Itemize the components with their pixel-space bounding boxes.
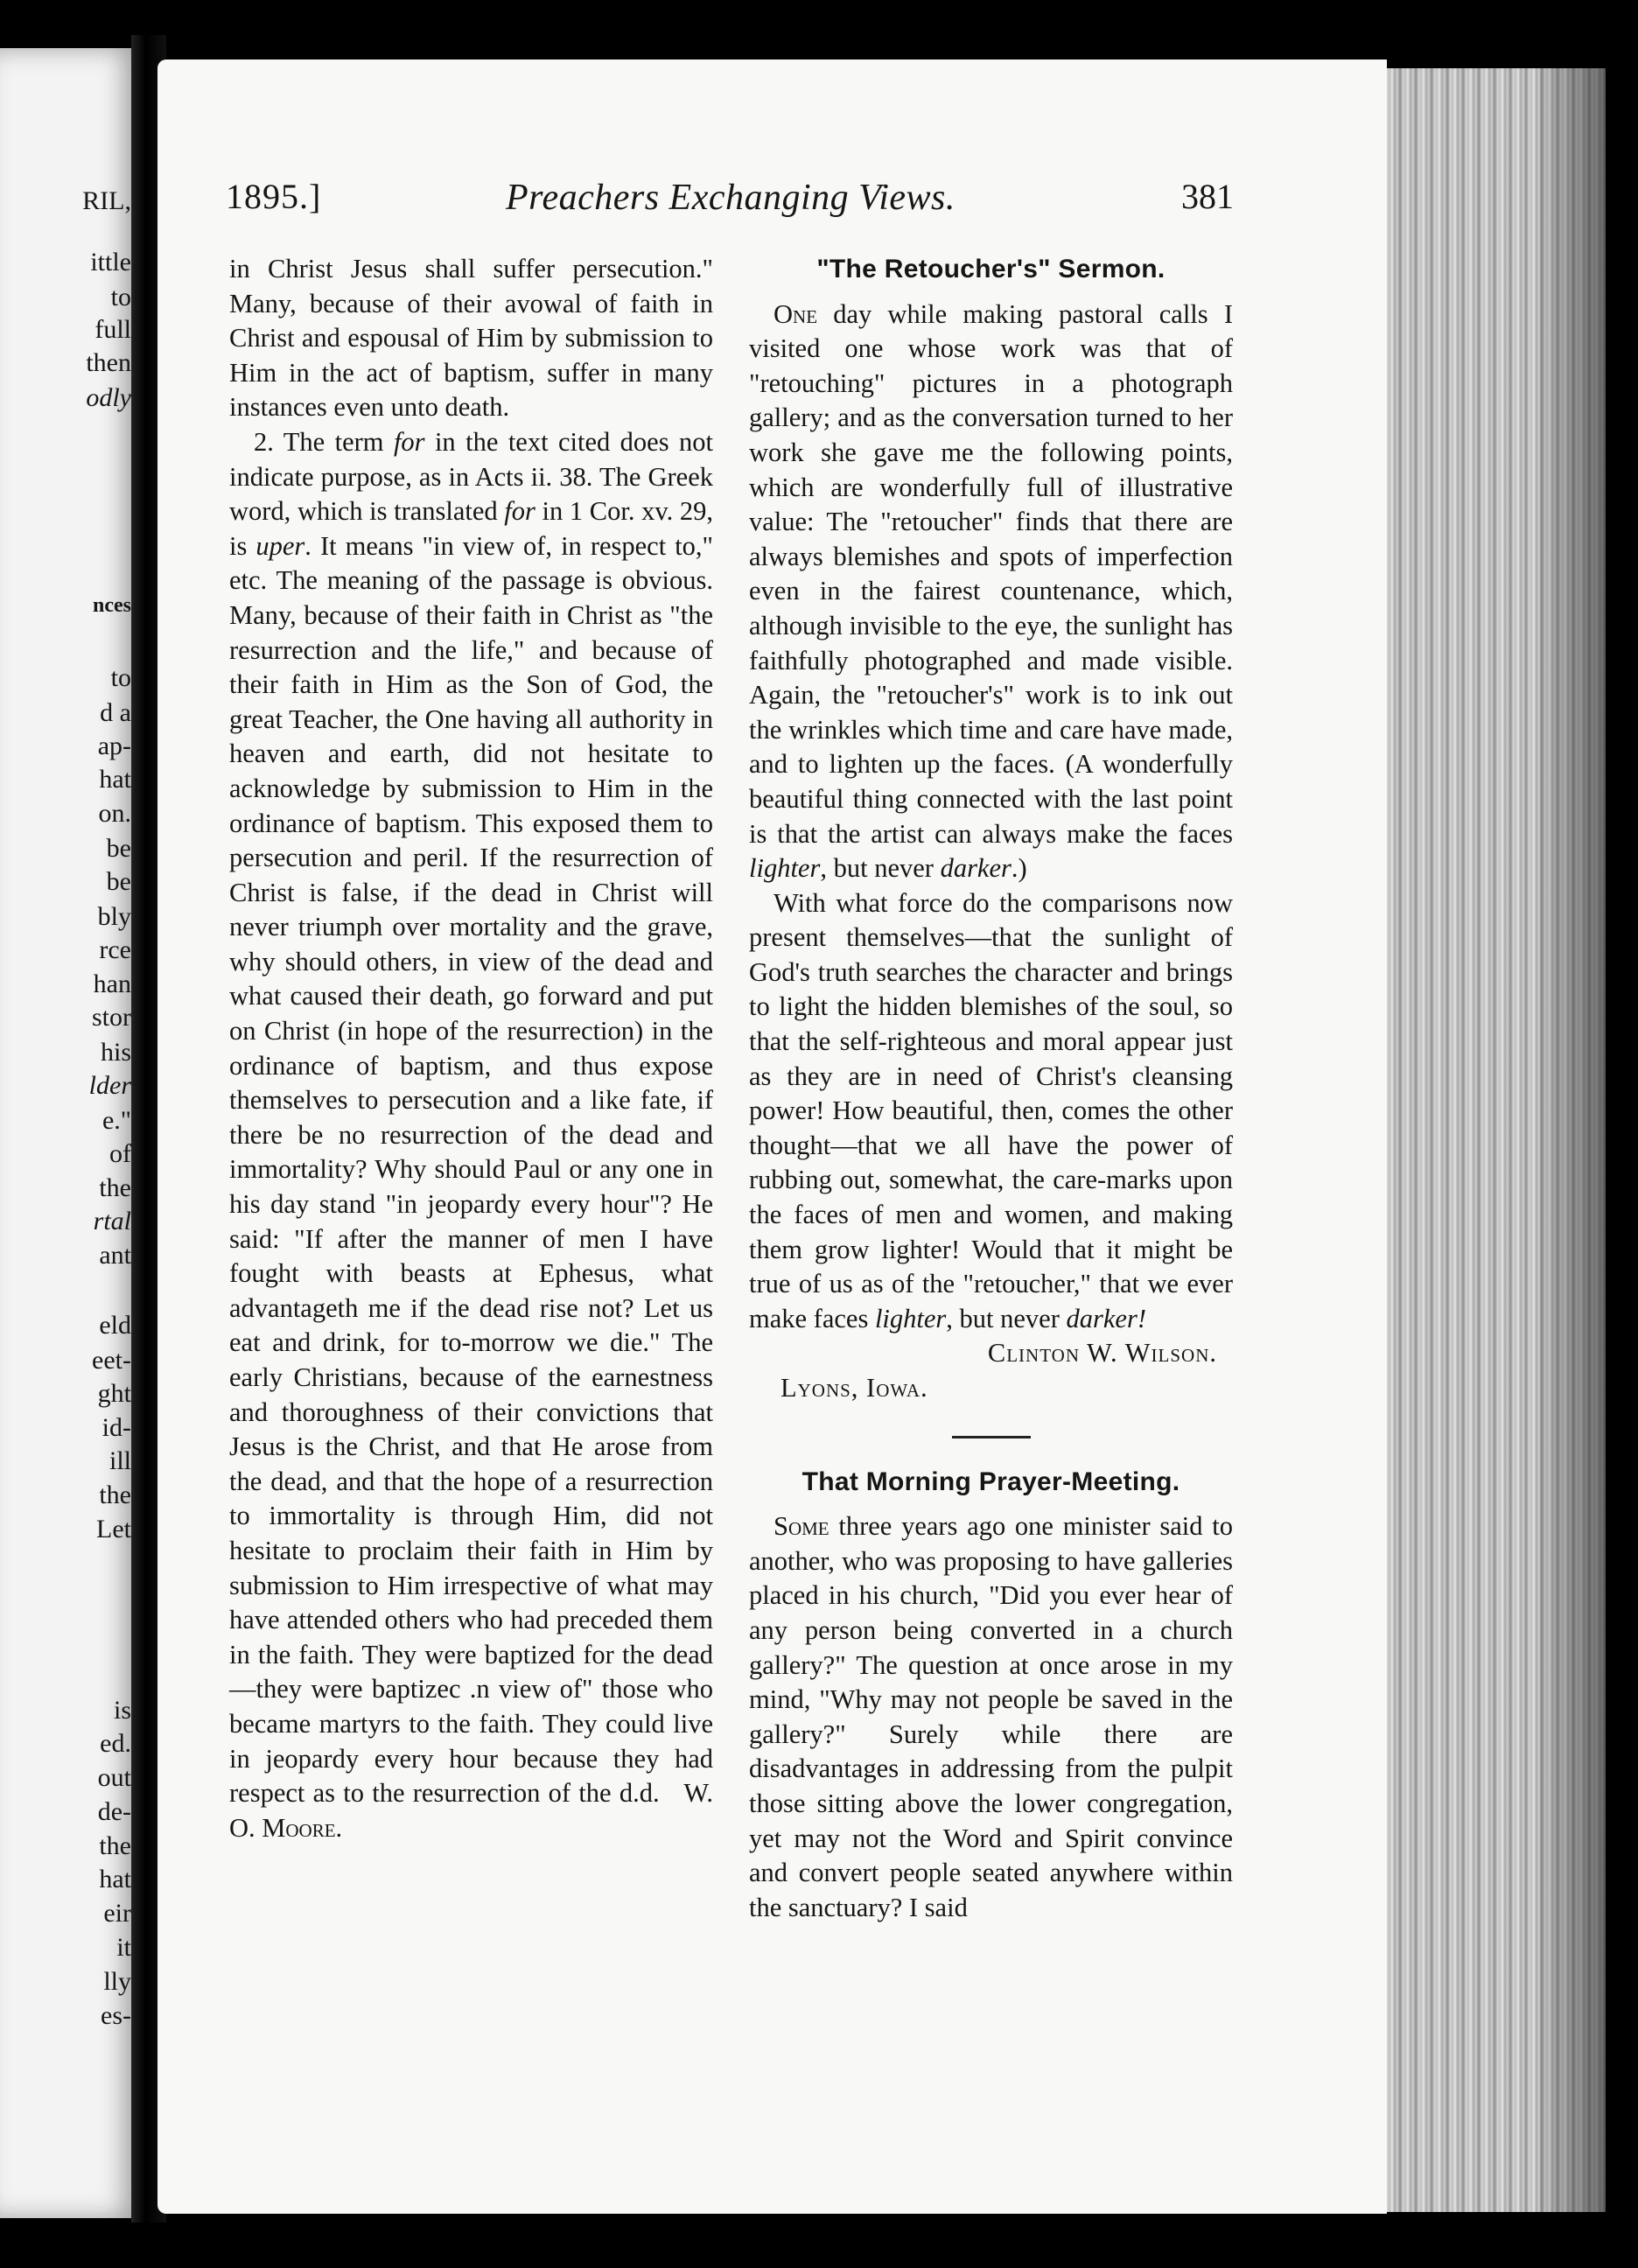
facing-page-fragment: his bbox=[100, 1038, 131, 1067]
facing-page-fragment: on. bbox=[98, 799, 131, 828]
facing-page-fragment: then bbox=[86, 348, 131, 377]
facing-page-fragment: be bbox=[106, 834, 131, 863]
facing-page-fragment: lder bbox=[88, 1071, 131, 1100]
facing-page-fragment: eet- bbox=[92, 1346, 131, 1375]
facing-page-fragment: bly bbox=[97, 902, 131, 931]
facing-page bbox=[0, 48, 140, 2218]
facing-page-fragment: hat bbox=[99, 765, 131, 794]
page-edges-shade bbox=[1540, 68, 1606, 2212]
facing-page-fragment: hat bbox=[99, 1865, 131, 1894]
paragraph: in Christ Jesus shall suffer persecution." Many, because of their avowal of faith in Christ and espousal of Him by submission to Him in the act of baptism, suffer in many instances even unto death. bbox=[229, 254, 713, 423]
section-divider bbox=[952, 1436, 1031, 1438]
facing-page-fragment: ant bbox=[99, 1241, 131, 1270]
facing-page-fragment: rtal bbox=[93, 1207, 131, 1236]
facing-page-fragment: d a bbox=[100, 698, 131, 727]
facing-page-fragment: ght bbox=[97, 1379, 131, 1408]
facing-page-fragment: of bbox=[109, 1139, 131, 1168]
facing-page-fragment: han bbox=[93, 970, 131, 998]
paragraph: With what force do the comparisons now present themselves—that the sunlight of God's truth searches the character and brings to light the hidden blemishes of the soul, so that the self-righteous and moral appear just as they are in need of Christ's cleansing power! How beautiful, then, comes the other thought—that we all have the power of rubbing out, somewhat, the care-marks upon the faces of men and women, and making them grow lighter! Would that it might be true of us as of the "retoucher," that we ever make faces lighter, but never darker! bbox=[749, 887, 1233, 1334]
author-signature: Clinton W. Wilson. bbox=[987, 1338, 1217, 1368]
facing-page-fragment: full bbox=[94, 315, 131, 344]
facing-page-fragment: RIL, bbox=[82, 186, 131, 215]
section-title: That Morning Prayer-Meeting. bbox=[802, 1466, 1180, 1496]
facing-page-fragment: eld bbox=[99, 1311, 131, 1340]
paragraph: 2. The term for in the text cited does not indicate purpose, as in Acts ii. 38. The Greek word, which is translated for in 1 Cor. xv. 29, is uper. It means "in view of, in respect to," etc. The meaning of the passage is obvious. Many, because of their faith in Christ as "the resurrection and the life," and because of their faith in Him as the Son of God, the great Teacher, the One having all authority in heaven and earth, did not hesitate to acknowledge by submission to Him in the ordinance of baptism. This exposed them to persecution and peril. If the resurrection of Christ is false, if the dead in Christ will never triumph over mortality and the grave, why should others, in view of the dead and what caused their death, go forward and put on Christ (in hope of the resurrection) in the ordinance of baptism, and thus expose themselves to persecution and a like fate, if there be no resurrection of the dead and immortality? Why should Paul or any one in his day stand "in jeopardy every hour"? He said: "If after the manner of men I have fought with beasts at Ephesus, what advantageth me if the dead rise not? Let us eat and drink, for to-morrow we die." The early Christians, because of the earnestness and thoroughness of their convictions that Jesus is the Christ, and that He arose from the dead, and that the hope of a resurrection to immortality is through Him, did not hesitate to proclaim their faith in Him by submission to Him irrespective of what may have attended others who had preceded them in the faith. They were baptized for the dead—they were baptizec .n view of" those who became martyrs to the faith. They could live in jeopardy every hour because they had respect as to the resurrection of the d.d. W. O. Moore. bbox=[229, 426, 714, 1843]
facing-page-fragment: de- bbox=[97, 1797, 131, 1826]
paragraph: One day while making pastoral calls I visited one whose work was that of "retouching" pictures in a photograph gallery; and as the conversation turned to her work she gave me the following points, which are wonderfully full of illustrative value: The "retoucher" finds that there are always blemishes and spots of imperfection even in the fairest countenance, which, although invisible to the eye, the sunlight has faithfully photographed and made visible. Again, the "retoucher's" work is to ink out the wrinkles which time and care have made, and to lighten up the faces. (A wonderfully beautiful thing connected with the last point is that the artist can always make the faces lighter, but never darker.) bbox=[749, 298, 1233, 884]
facing-page-fragment: to bbox=[110, 663, 131, 692]
section-title: "The Retoucher's" Sermon. bbox=[816, 255, 1166, 284]
paragraph: Some three years ago one minister said to another, who was proposing to have galleries placed in his church, "Did you ever hear of any person being converted in a church gallery?" The question at once arose in my mind, "Why may not people be saved in the gallery?" Surely while there are disadvantages in addressing from the pulpit those sitting above the lower congregation, yet may not the Word and Spirit convince and convert people seated anywhere within the sanctuary? I said bbox=[749, 1511, 1233, 1922]
left-column bbox=[229, 252, 713, 1845]
author-signature: W. O. Moore. bbox=[229, 1778, 713, 1843]
facing-page-fragment: be bbox=[106, 867, 131, 896]
facing-page-fragment: e." bbox=[102, 1106, 131, 1135]
facing-page-fragment: out bbox=[97, 1763, 131, 1792]
facing-page-fragment: to bbox=[110, 283, 131, 312]
facing-page-fragment: ed. bbox=[100, 1729, 131, 1758]
facing-page-fragment: the bbox=[99, 1173, 131, 1202]
header-year: 1895.] bbox=[226, 177, 322, 216]
facing-page-fragment: ill bbox=[108, 1446, 131, 1475]
facing-page-fragment: ittle bbox=[90, 248, 131, 276]
facing-page-fragment: odly bbox=[86, 383, 131, 412]
facing-page-fragment: the bbox=[99, 1831, 131, 1860]
page-number: 381 bbox=[1181, 177, 1234, 216]
facing-page-fragment: eir bbox=[103, 1899, 131, 1928]
facing-page-fragment: id- bbox=[102, 1413, 131, 1442]
facing-page-fragment: ap- bbox=[97, 732, 131, 760]
author-location: Lyons, Iowa. bbox=[780, 1373, 928, 1403]
facing-page-fragment: stor bbox=[92, 1003, 131, 1032]
facing-page-fragment: the bbox=[99, 1480, 131, 1509]
facing-page-fragment: is bbox=[113, 1696, 131, 1725]
facing-page-fragment: es- bbox=[101, 2001, 131, 2030]
facing-page-fragment: rce bbox=[99, 935, 131, 964]
facing-page-fragment: lly bbox=[103, 1967, 131, 1996]
running-title: Preachers Exchanging Views. bbox=[506, 178, 956, 218]
right-column bbox=[749, 252, 1233, 1925]
facing-page-fragment: it bbox=[116, 1933, 131, 1962]
facing-page-fragment: nces bbox=[93, 594, 131, 617]
facing-page-fragment: Let bbox=[96, 1515, 131, 1544]
